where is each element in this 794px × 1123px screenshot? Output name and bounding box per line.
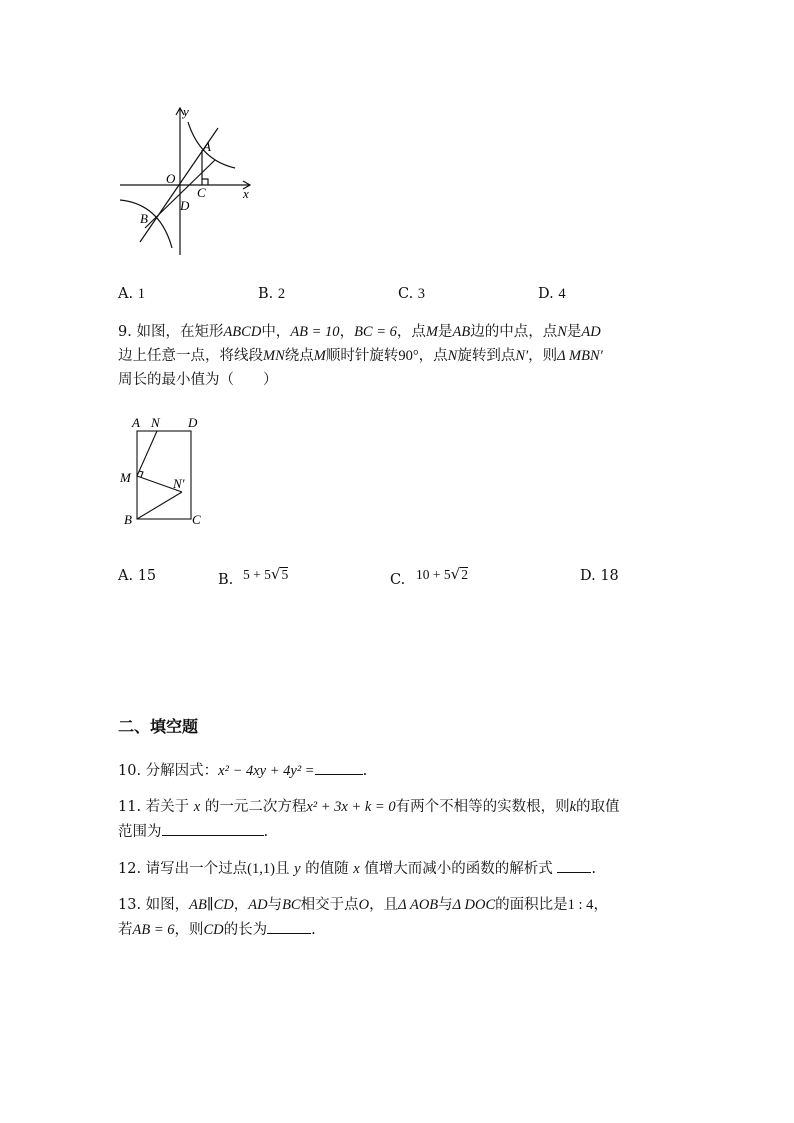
label-c: C	[197, 185, 206, 200]
label-nprime: N′	[173, 476, 185, 491]
label-d: D	[188, 415, 198, 430]
q9-option-c[interactable]: C.	[390, 572, 406, 588]
q8-option-c[interactable]: C. 3	[398, 286, 426, 302]
label-d: D	[180, 198, 190, 213]
q11-answer-blank[interactable]	[162, 821, 264, 836]
q9-line-2: 边上任意一点，将线段MN绕点M顺时针旋转90°，点N旋转到点N′，则Δ MBN′	[118, 348, 603, 364]
q13-line-2: 若AB = 6，则CD的长为 .	[118, 919, 316, 941]
q13-answer-blank[interactable]	[267, 919, 311, 934]
q9-option-d[interactable]: D. 18	[580, 568, 619, 584]
label-x: x	[243, 186, 249, 201]
label-b: B	[140, 211, 148, 226]
label-a: A	[203, 139, 211, 154]
q11-line-2: 范围为 .	[118, 821, 268, 843]
q8-option-a[interactable]: A. 1	[118, 286, 145, 302]
q11-line-1: 11. 若关于 x 的一元二次方程x² + 3x + k = 0有两个不相等的实数根，则k的取值	[118, 799, 620, 815]
label-y: y	[183, 104, 189, 119]
q10-answer-blank[interactable]	[315, 760, 363, 775]
q10: 10. 分解因式：x² − 4xy + 4y² = .	[118, 760, 367, 782]
q8-option-b[interactable]: B. 2	[258, 286, 286, 302]
q9-option-c-expr: 10 + 5√2	[416, 565, 468, 583]
q9-figure	[115, 412, 215, 532]
rectangle-abcd	[137, 431, 191, 519]
q8-figure	[110, 100, 260, 260]
q9-option-a[interactable]: A. 15	[118, 568, 157, 584]
q9-option-b[interactable]: B.	[218, 572, 234, 588]
q9-line-1: 9. 如图，在矩形ABCD中，AB = 10，BC = 6，点M是AB边的中点，点N是AD	[118, 324, 601, 340]
label-o: O	[166, 171, 176, 186]
q8-option-d[interactable]: D. 4	[538, 286, 566, 302]
right-angle-mark-m	[139, 471, 143, 477]
q13-line-1: 13. 如图，AB∥CD，AD与BC相交于点O，且Δ AOB与Δ DOC的面积比是1 : 4，	[118, 897, 608, 913]
q12: 12. 请写出一个过点(1,1)且 y 的值随 x 值增大而减小的函数的解析式 .	[118, 858, 596, 880]
q9-line-3: 周长的最小值为（ ）	[118, 372, 278, 388]
section-title: 二、填空题	[118, 717, 199, 736]
q9-option-b-expr: 5 + 5√5	[243, 565, 289, 583]
q12-answer-blank[interactable]	[557, 858, 591, 873]
label-c: C	[192, 512, 201, 527]
label-m: M	[120, 470, 131, 485]
segment-bnprime	[137, 492, 182, 519]
label-b: B	[124, 512, 132, 527]
label-n: N	[151, 415, 160, 430]
segment-mn	[137, 431, 157, 476]
label-a: A	[132, 415, 140, 430]
